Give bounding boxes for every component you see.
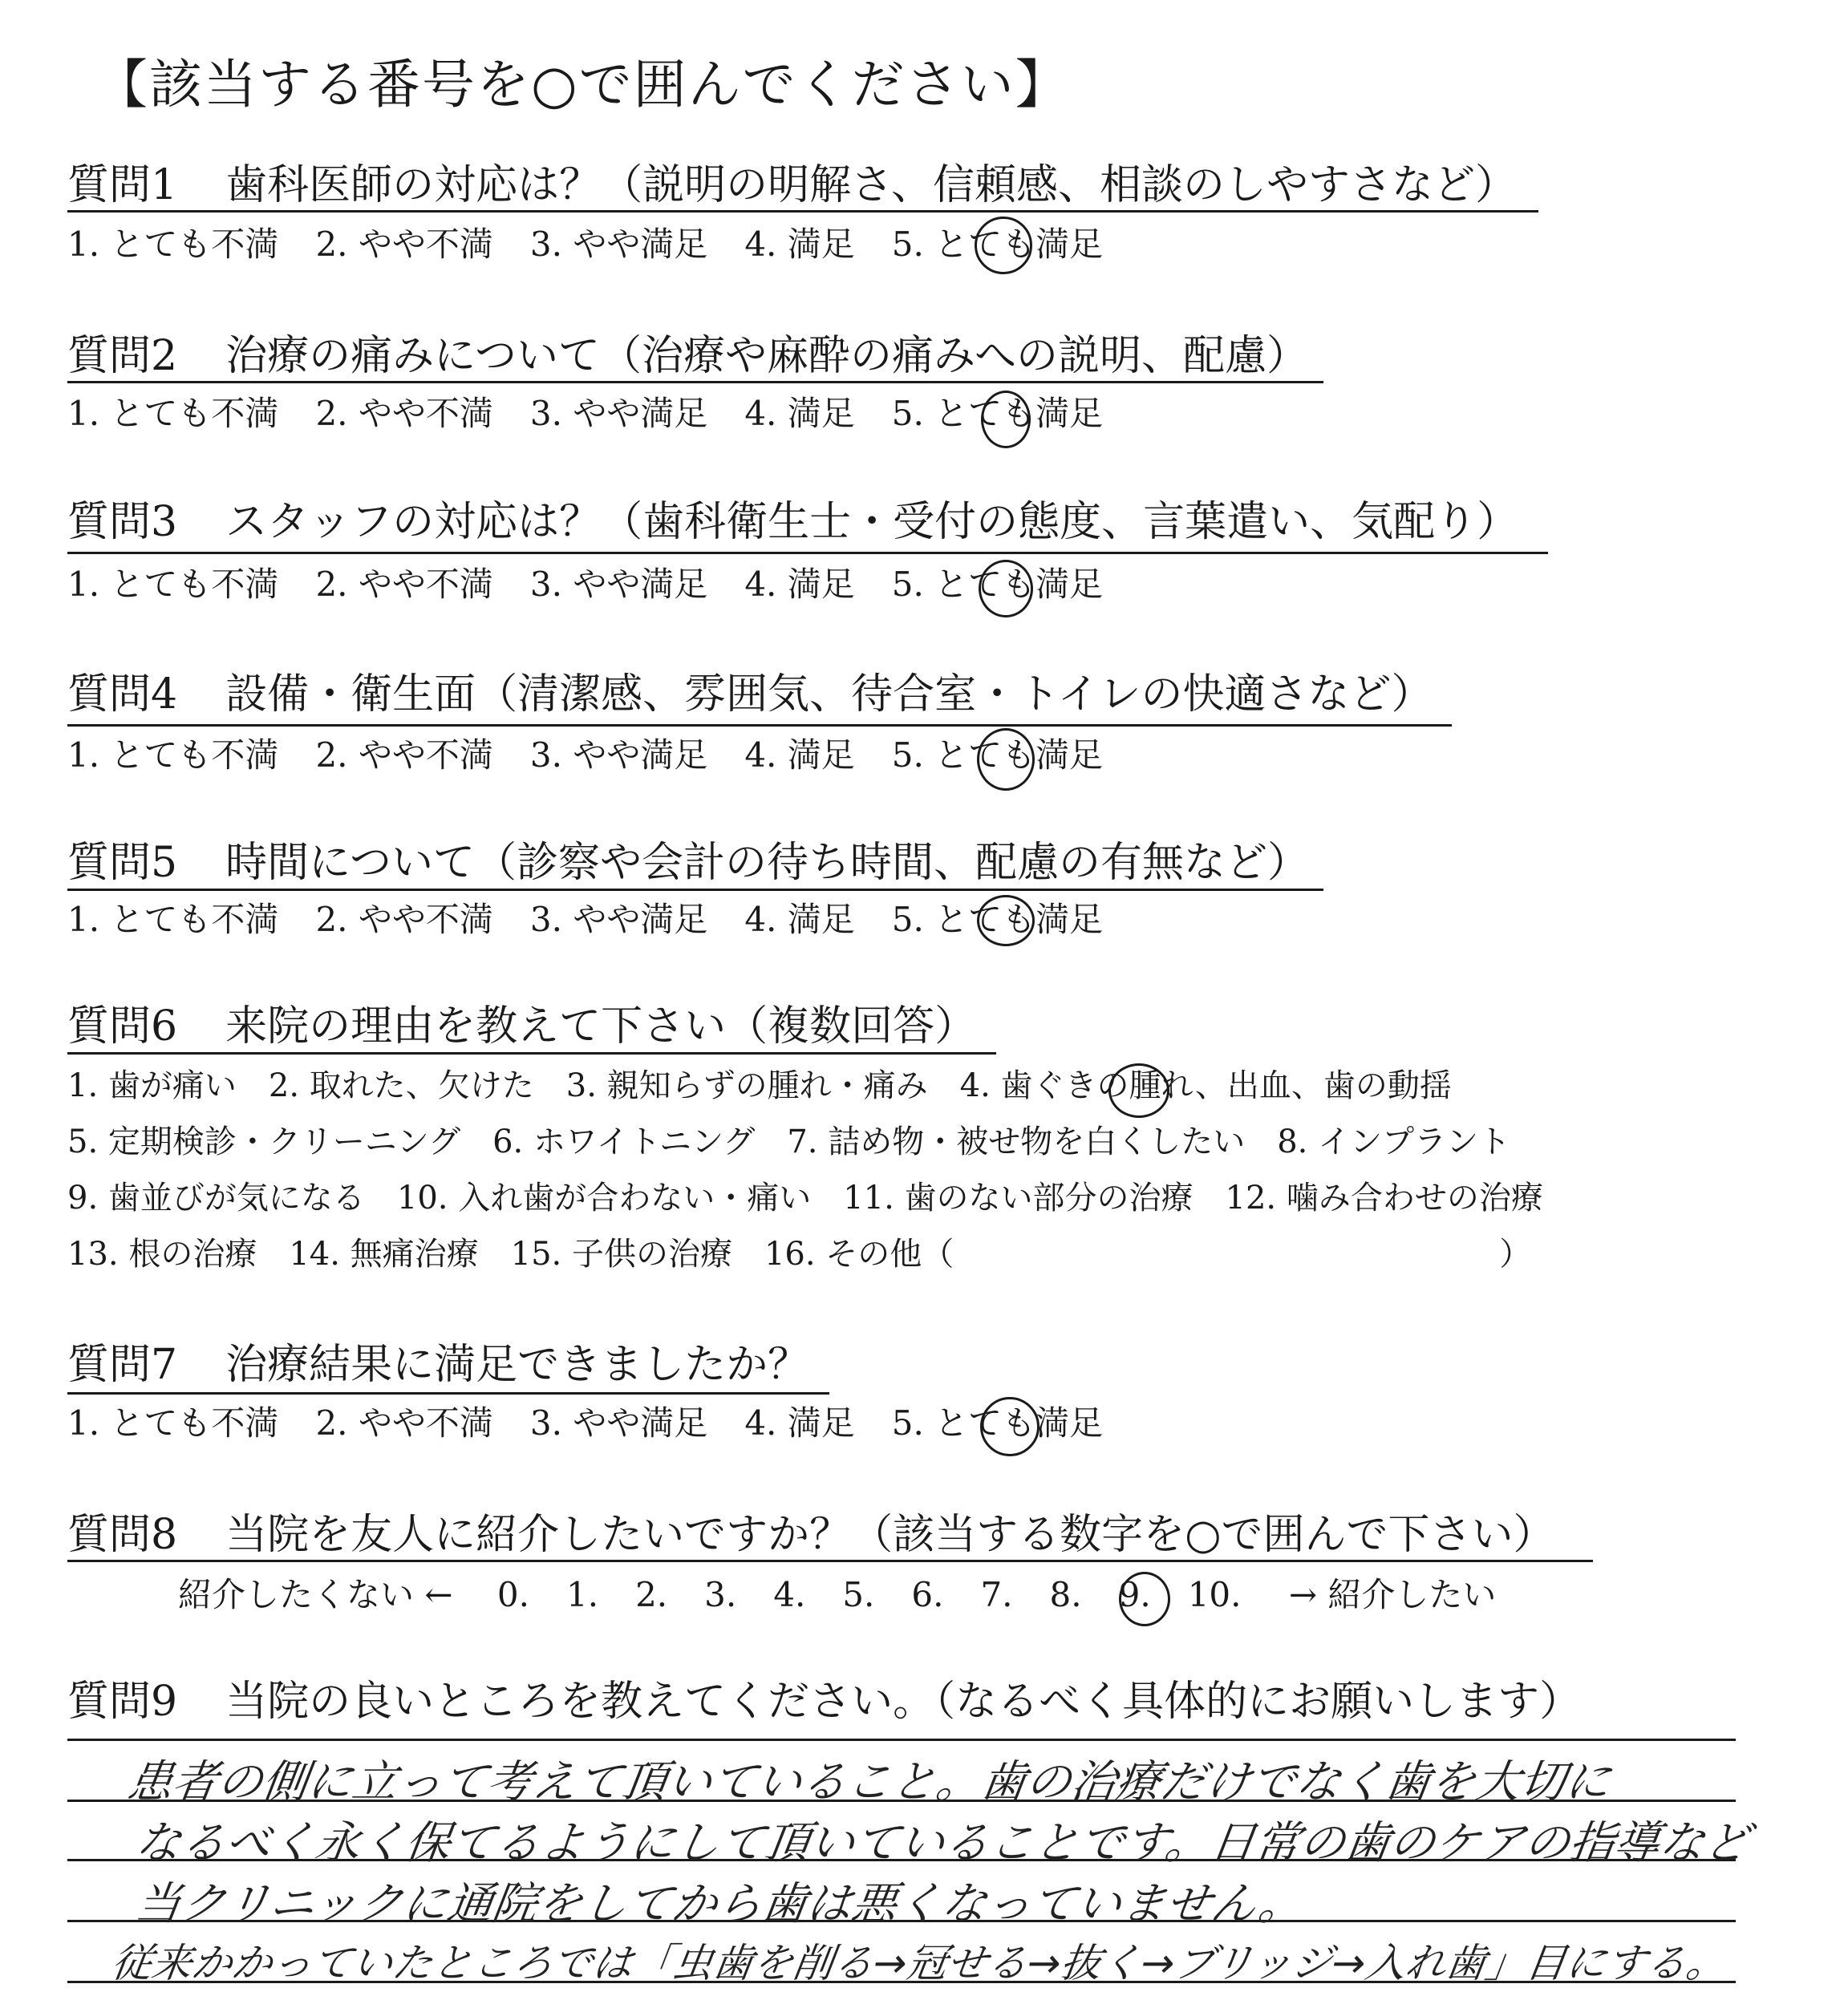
option-1[interactable]: 1. とても不満 [67, 225, 279, 264]
question-text: 設備・衛生面（清潔感、雰囲気、待合室・トイレの快適さなど） [225, 670, 1433, 719]
question-number: 質問9 [67, 1678, 178, 1726]
selection-circle [1119, 1572, 1170, 1626]
option-4[interactable]: 4. 満足 [744, 394, 855, 433]
scale-4[interactable]: 4. [773, 1575, 806, 1614]
question-heading [67, 498, 1519, 546]
option-5[interactable]: 5. とても満足 [891, 565, 1104, 604]
question-heading [67, 332, 1309, 380]
question-underline [67, 1560, 1593, 1562]
selection-circle [1108, 1063, 1169, 1118]
question-number: 質問7 [67, 1341, 178, 1389]
question-text: 治療の痛みについて（治療や麻酔の痛みへの説明、配慮） [225, 332, 1309, 380]
scale-5[interactable]: 5. [842, 1575, 875, 1614]
handwritten-answer-line: 従来かかっていたところでは「虫歯を削る→冠せる→抜く→ブリッジ→入れ歯」目にする。 [108, 1940, 1730, 1986]
scale-0[interactable]: 0. [496, 1575, 529, 1614]
answer-options [67, 394, 1140, 433]
handwritten-answer-line: なるべく永く保てるようにして頂いていることです。日常の歯のケアの指導など [132, 1817, 1753, 1869]
scale-3[interactable]: 3. [704, 1575, 737, 1614]
option-5[interactable]: 5. とても満足 [891, 735, 1104, 775]
option-5[interactable]: 5. とても満足 [891, 225, 1104, 264]
option-3[interactable]: 3. やや満足 [529, 394, 708, 433]
selection-circle [975, 217, 1032, 274]
option-4[interactable]: 4. 満足 [744, 735, 855, 775]
selection-circle [977, 728, 1035, 791]
option-2[interactable]: 2. やや不満 [315, 225, 493, 264]
question-text: 歯科医師の対応は？（説明の明解さ、信頼感、相談のしやすさなど） [225, 161, 1518, 209]
option-3[interactable]: 3. やや満足 [529, 735, 708, 775]
reason-row[interactable]: 13. 根の治療 14. 無痛治療 15. 子供の治療 16. その他（ ） [67, 1236, 1532, 1273]
option-2[interactable]: 2. やや不満 [315, 735, 493, 775]
handwritten-answer-line: 患者の側に立って考えて頂いていること。歯の治療だけでなく歯を大切に [124, 1756, 1614, 1808]
question-heading [67, 839, 1310, 887]
question-text: 治療結果に満足できましたか？ [225, 1341, 810, 1389]
scale-2[interactable]: 2. [635, 1575, 668, 1614]
question-heading [67, 1002, 977, 1051]
option-2[interactable]: 2. やや不満 [315, 394, 493, 433]
question-underline [67, 1392, 829, 1395]
option-2[interactable]: 2. やや不満 [315, 1403, 493, 1443]
option-4[interactable]: 4. 満足 [744, 225, 855, 264]
selection-circle [981, 391, 1031, 448]
option-3[interactable]: 3. やや満足 [529, 1403, 708, 1443]
option-5[interactable]: 5. とても満足 [891, 1403, 1104, 1443]
question-text: 来院の理由を教えて下さい（複数回答） [225, 1002, 977, 1051]
reason-row[interactable]: 1. 歯が痛い 2. 取れた、欠けた 3. 親知らずの腫れ・痛み 4. 歯ぐきの腫れ、出血、歯の動揺 [67, 1067, 1452, 1104]
scale-6[interactable]: 6. [911, 1575, 944, 1614]
recommend-scale [178, 1575, 1497, 1614]
option-5[interactable]: 5. とても満足 [891, 394, 1104, 433]
option-1[interactable]: 1. とても不満 [67, 1403, 279, 1443]
question-number: 質問5 [67, 839, 178, 887]
option-2[interactable]: 2. やや不満 [315, 565, 493, 604]
page-title: 【該当する番号を○で囲んでください】 [95, 54, 1070, 115]
question-text: 当院を友人に紹介したいですか？（該当する数字を○で囲んで下さい） [225, 1511, 1555, 1559]
option-1[interactable]: 1. とても不満 [67, 565, 279, 604]
selection-circle [980, 1397, 1040, 1456]
question-heading [67, 1341, 810, 1389]
question-number: 質問8 [67, 1511, 178, 1559]
question-number: 質問6 [67, 1002, 178, 1051]
question-number: 質問1 [67, 161, 178, 209]
selection-circle [977, 895, 1035, 946]
option-1[interactable]: 1. とても不満 [67, 735, 279, 775]
option-4[interactable]: 4. 満足 [744, 565, 855, 604]
selection-circle [979, 560, 1033, 617]
question-number: 質問4 [67, 670, 178, 719]
question-heading [67, 161, 1518, 209]
question-underline [67, 889, 1323, 891]
scale-7[interactable]: 7. [980, 1575, 1013, 1614]
question-underline [67, 210, 1538, 213]
question-heading [67, 670, 1433, 719]
question-underline [67, 724, 1452, 727]
answer-line [67, 1739, 1736, 1741]
scale-right-label: → 紹介したい [1288, 1575, 1497, 1614]
scale-8[interactable]: 8. [1049, 1575, 1082, 1614]
option-4[interactable]: 4. 満足 [744, 1403, 855, 1443]
scale-10[interactable]: 10. [1187, 1575, 1242, 1614]
option-5[interactable]: 5. とても満足 [891, 900, 1104, 939]
question-heading [67, 1511, 1555, 1559]
question-underline [67, 381, 1323, 383]
question-text: スタッフの対応は？（歯科衛生士・受付の態度、言葉遣い、気配り） [225, 498, 1519, 546]
option-1[interactable]: 1. とても不満 [67, 394, 279, 433]
option-3[interactable]: 3. やや満足 [529, 225, 708, 264]
reason-row[interactable]: 9. 歯並びが気になる 10. 入れ歯が合わない・痛い 11. 歯のない部分の治療 12. 噛み合わせの治療 [67, 1180, 1543, 1217]
scale-1[interactable]: 1. [565, 1575, 599, 1614]
option-3[interactable]: 3. やや満足 [529, 565, 708, 604]
question-underline [67, 1052, 996, 1055]
question-number: 質問3 [67, 498, 178, 546]
option-4[interactable]: 4. 満足 [744, 900, 855, 939]
scale-9[interactable]: 9. [1118, 1575, 1151, 1614]
question-underline [67, 552, 1548, 554]
question-text: 当院の良いところを教えてください。（なるべく具体的にお願いします） [225, 1678, 1582, 1726]
scale-left-label: 紹介したくない ← [178, 1575, 453, 1614]
question-number: 質問2 [67, 332, 178, 380]
option-1[interactable]: 1. とても不満 [67, 900, 279, 939]
option-2[interactable]: 2. やや不満 [315, 900, 493, 939]
question-text: 時間について（診察や会計の待ち時間、配慮の有無など） [225, 839, 1310, 887]
reason-row[interactable]: 5. 定期検診・クリーニング 6. ホワイトニング 7. 詰め物・被せ物を白くしたい 8. インプラント [67, 1124, 1511, 1160]
option-3[interactable]: 3. やや満足 [529, 900, 708, 939]
handwritten-answer-line: 当クリニックに通院をしてから歯は悪くなっていません。 [132, 1878, 1307, 1930]
question-heading [67, 1678, 1582, 1726]
answer-options [67, 1403, 1140, 1443]
